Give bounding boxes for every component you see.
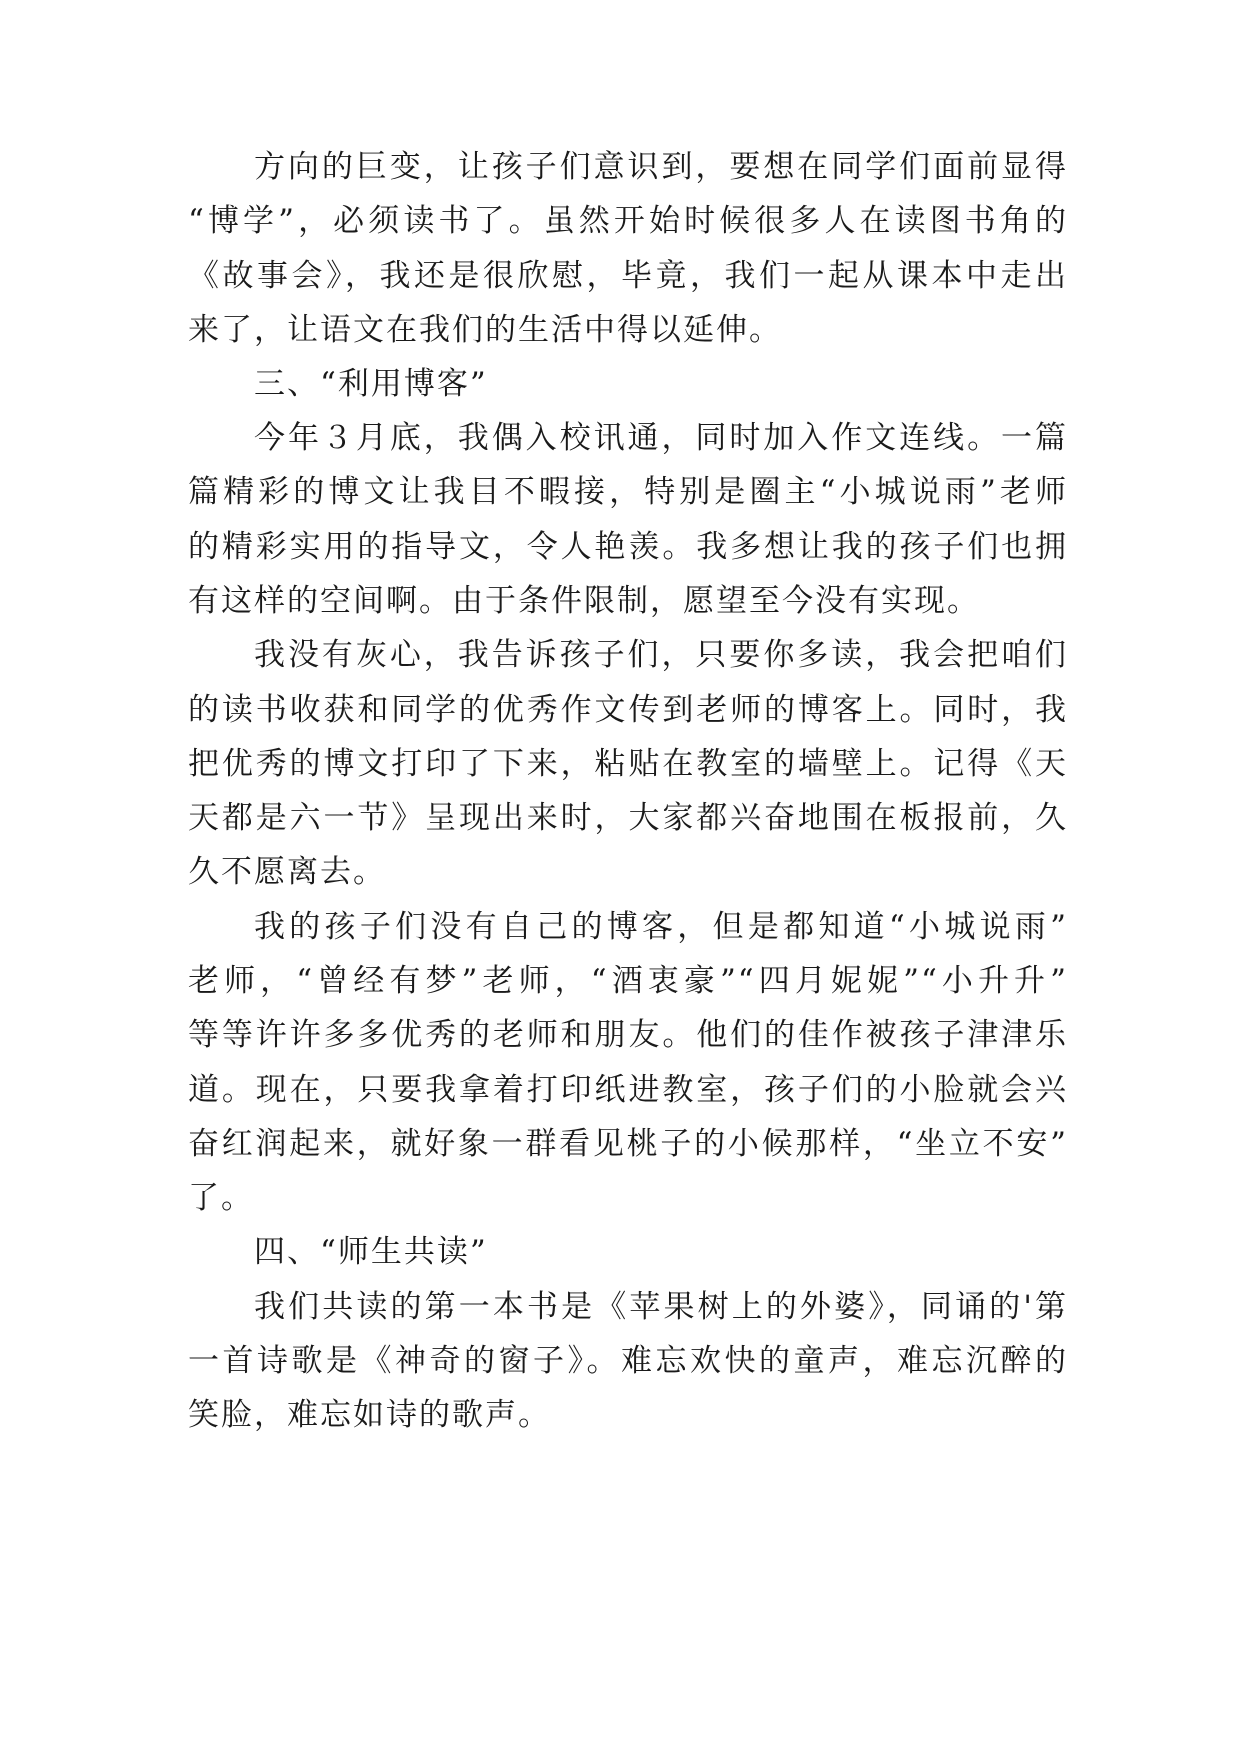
section-heading: 三、“利用博客” [254, 366, 488, 402]
paragraph-line: 有这样的空间啊。由于条件限制，愿望至今没有实现。 [188, 583, 980, 619]
paragraph-line: 天都是六一节》呈现出来时，大家都兴奋地围在板报前，久 [188, 800, 1068, 836]
paragraph-line: 等等许许多多优秀的老师和朋友。他们的佳作被孩子津津乐 [188, 1017, 1068, 1053]
paragraph-line: 笑脸，难忘如诗的歌声。 [188, 1397, 551, 1433]
paragraph-line: 一首诗歌是《神奇的窗子》。难忘欢快的童声，难忘沉醉的 [188, 1343, 1068, 1379]
paragraph-line: 我们共读的第一本书是《苹果树上的外婆》，同诵的'第 [254, 1289, 1068, 1325]
paragraph-line: 奋红润起来，就好象一群看见桃子的小候那样，“坐立不安” [188, 1126, 1068, 1162]
paragraph-line: “博学”，必须读书了。虽然开始时候很多人在读图书角的 [188, 203, 1068, 239]
paragraph-line: 来了，让语文在我们的生活中得以延伸。 [188, 312, 782, 348]
paragraph-line: 的读书收获和同学的优秀作文传到老师的博客上。同时，我 [188, 692, 1068, 728]
paragraph-line: 久不愿离去。 [188, 854, 386, 890]
paragraph-line: 我的孩子们没有自己的博客，但是都知道“小城说雨” [254, 909, 1068, 945]
section-heading: 四、“师生共读” [254, 1234, 488, 1270]
paragraph-line: 道。现在，只要我拿着打印纸进教室，孩子们的小脸就会兴 [188, 1072, 1068, 1108]
paragraph-line: 方向的巨变，让孩子们意识到，要想在同学们面前显得 [254, 149, 1068, 185]
paragraph-line: 篇精彩的博文让我目不暇接，特别是圈主“小城说雨”老师 [188, 474, 1068, 510]
paragraph-line: 的精彩实用的指导文，令人艳羡。我多想让我的孩子们也拥 [188, 529, 1068, 565]
paragraph-line: 了。 [188, 1180, 254, 1216]
paragraph-line: 今年３月底，我偶入校讯通，同时加入作文连线。一篇 [254, 420, 1068, 456]
paragraph-line: 把优秀的博文打印了下来，粘贴在教室的墙壁上。记得《天 [188, 746, 1068, 782]
paragraph-line: 《故事会》，我还是很欣慰，毕竟，我们一起从课本中走出 [188, 258, 1068, 294]
paragraph-line: 老师，“曾经有梦”老师，“酒衷豪”“四月妮妮”“小升升” [188, 963, 1068, 999]
paragraph-line: 我没有灰心，我告诉孩子们，只要你多读，我会把咱们 [254, 637, 1068, 673]
